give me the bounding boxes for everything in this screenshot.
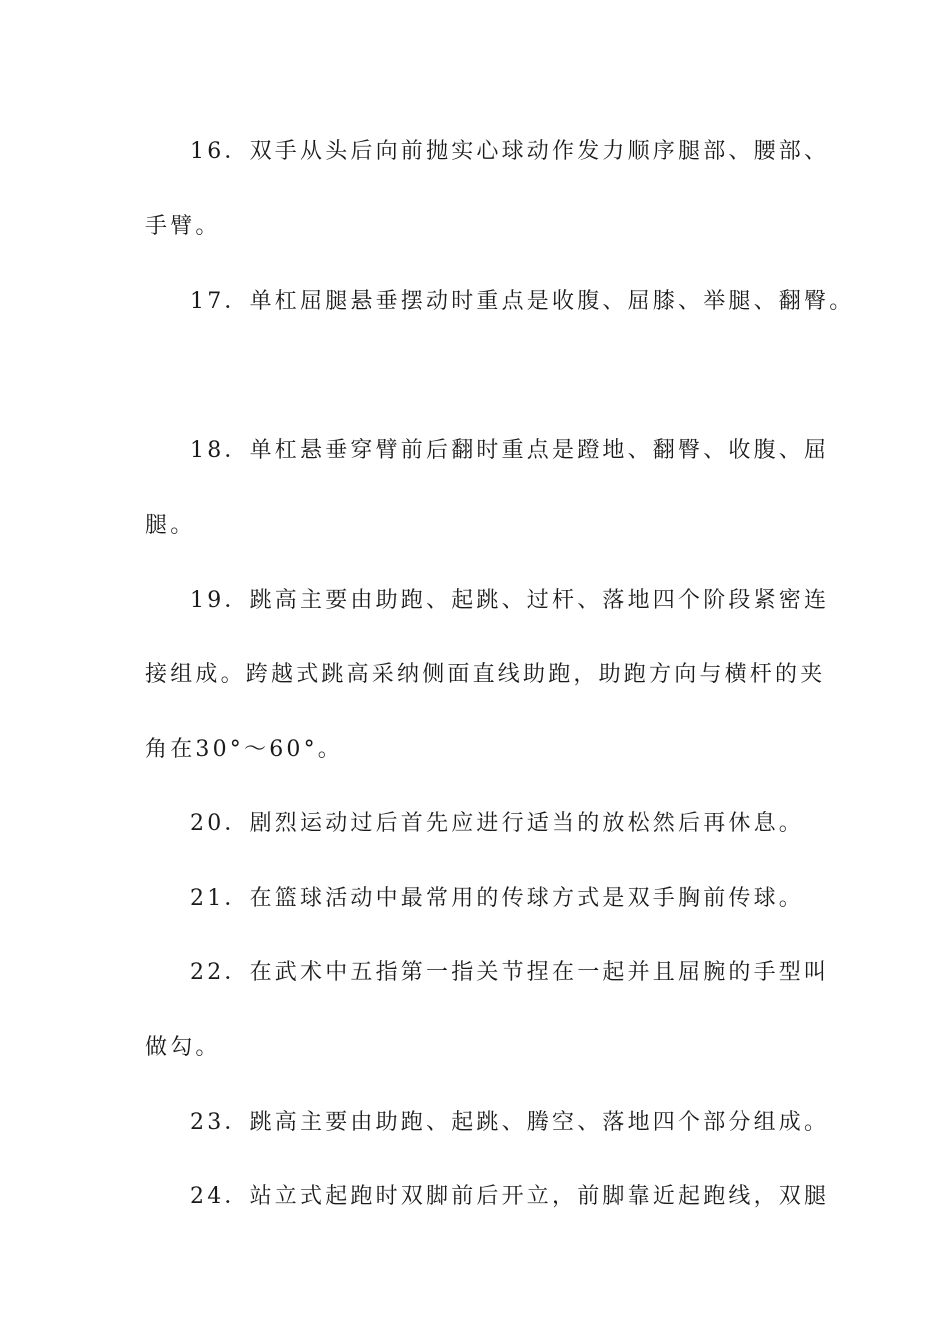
item-20-line-1: 20．剧烈运动过后首先应进行适当的放松然后再休息。	[190, 811, 804, 836]
item-19-line-3: 角在30°～60°。	[145, 737, 343, 762]
item-22-line-2: 做勾。	[145, 1035, 221, 1060]
item-19-line-1: 19．跳高主要由助跑、起跳、过杆、落地四个阶段紧密连	[190, 588, 830, 613]
item-16-line-1: 16．双手从头后向前抛实心球动作发力顺序腿部、腰部、	[190, 139, 830, 164]
item-18-line-2: 腿。	[145, 513, 196, 538]
item-22-line-1: 22．在武术中五指第一指关节捏在一起并且屈腕的手型叫	[190, 960, 830, 985]
item-17-line-1: 17．单杠屈腿悬垂摆动时重点是收腹、屈膝、举腿、翻臀。	[190, 289, 855, 314]
item-16-line-2: 手臂。	[145, 214, 221, 239]
item-18-line-1: 18．单杠悬垂穿臂前后翻时重点是蹬地、翻臀、收腹、屈	[190, 438, 830, 463]
item-24-line-1: 24．站立式起跑时双脚前后开立，前脚靠近起跑线，双腿	[190, 1184, 830, 1209]
item-23-line-1: 23．跳高主要由助跑、起跳、腾空、落地四个部分组成。	[190, 1110, 830, 1135]
item-19-line-2: 接组成。跨越式跳高采纳侧面直线助跑，助跑方向与横杆的夹	[145, 662, 826, 687]
item-21-line-1: 21．在篮球活动中最常用的传球方式是双手胸前传球。	[190, 886, 804, 911]
